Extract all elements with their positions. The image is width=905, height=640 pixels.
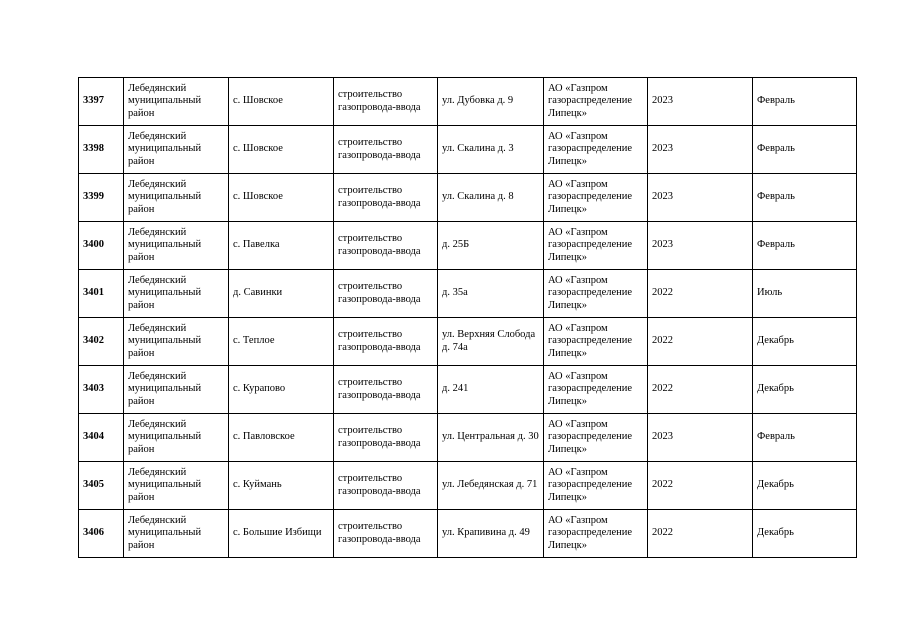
table-row xyxy=(79,174,857,222)
row-number-cell: 3405 xyxy=(79,462,124,510)
month-cell: Декабрь xyxy=(753,318,857,366)
work-type-cell: строительство газопровода-ввода xyxy=(334,222,438,270)
row-number-cell: 3401 xyxy=(79,270,124,318)
table-row xyxy=(79,462,857,510)
year-cell: 2022 xyxy=(648,462,753,510)
row-number-cell: 3406 xyxy=(79,510,124,558)
gas-connection-table xyxy=(78,77,857,558)
district-cell: Лебедянский муниципальный район xyxy=(124,366,229,414)
table-row xyxy=(79,318,857,366)
month-cell: Февраль xyxy=(753,174,857,222)
year-cell: 2023 xyxy=(648,222,753,270)
year-cell: 2022 xyxy=(648,270,753,318)
organization-cell: АО «Газпром газораспределение Липецк» xyxy=(544,222,648,270)
month-cell: Февраль xyxy=(753,222,857,270)
work-type-cell: строительство газопровода-ввода xyxy=(334,462,438,510)
work-type-cell: строительство газопровода-ввода xyxy=(334,126,438,174)
locality-cell: с. Большие Избищи xyxy=(229,510,334,558)
locality-cell: с. Павловское xyxy=(229,414,334,462)
address-cell: д. 25Б xyxy=(438,222,544,270)
table-row xyxy=(79,222,857,270)
locality-cell: д. Савинки xyxy=(229,270,334,318)
table-row xyxy=(79,510,857,558)
row-number-cell: 3397 xyxy=(79,78,124,126)
organization-cell: АО «Газпром газораспределение Липецк» xyxy=(544,318,648,366)
district-cell: Лебедянский муниципальный район xyxy=(124,222,229,270)
row-number-cell: 3404 xyxy=(79,414,124,462)
month-cell: Февраль xyxy=(753,126,857,174)
locality-cell: с. Курапово xyxy=(229,366,334,414)
locality-cell: с. Шовское xyxy=(229,126,334,174)
month-cell: Февраль xyxy=(753,414,857,462)
organization-cell: АО «Газпром газораспределение Липецк» xyxy=(544,366,648,414)
organization-cell: АО «Газпром газораспределение Липецк» xyxy=(544,510,648,558)
organization-cell: АО «Газпром газораспределение Липецк» xyxy=(544,174,648,222)
table-row xyxy=(79,126,857,174)
table-row xyxy=(79,270,857,318)
district-cell: Лебедянский муниципальный район xyxy=(124,126,229,174)
locality-cell: с. Павелка xyxy=(229,222,334,270)
table-row xyxy=(79,78,857,126)
district-cell: Лебедянский муниципальный район xyxy=(124,510,229,558)
year-cell: 2022 xyxy=(648,318,753,366)
work-type-cell: строительство газопровода-ввода xyxy=(334,174,438,222)
row-number-cell: 3398 xyxy=(79,126,124,174)
organization-cell: АО «Газпром газораспределение Липецк» xyxy=(544,414,648,462)
address-cell: ул. Лебедянская д. 71 xyxy=(438,462,544,510)
work-type-cell: строительство газопровода-ввода xyxy=(334,414,438,462)
address-cell: ул. Крапивина д. 49 xyxy=(438,510,544,558)
work-type-cell: строительство газопровода-ввода xyxy=(334,270,438,318)
district-cell: Лебедянский муниципальный район xyxy=(124,318,229,366)
district-cell: Лебедянский муниципальный район xyxy=(124,78,229,126)
organization-cell: АО «Газпром газораспределение Липецк» xyxy=(544,462,648,510)
month-cell: Июль xyxy=(753,270,857,318)
locality-cell: с. Шовское xyxy=(229,174,334,222)
year-cell: 2023 xyxy=(648,126,753,174)
row-number-cell: 3403 xyxy=(79,366,124,414)
locality-cell: с. Куймань xyxy=(229,462,334,510)
district-cell: Лебедянский муниципальный район xyxy=(124,414,229,462)
locality-cell: с. Теплое xyxy=(229,318,334,366)
district-cell: Лебедянский муниципальный район xyxy=(124,270,229,318)
year-cell: 2023 xyxy=(648,414,753,462)
organization-cell: АО «Газпром газораспределение Липецк» xyxy=(544,126,648,174)
address-cell: ул. Центральная д. 30 xyxy=(438,414,544,462)
month-cell: Декабрь xyxy=(753,510,857,558)
organization-cell: АО «Газпром газораспределение Липецк» xyxy=(544,78,648,126)
table-row xyxy=(79,366,857,414)
month-cell: Февраль xyxy=(753,78,857,126)
year-cell: 2022 xyxy=(648,366,753,414)
address-cell: ул. Верхняя Слобода д. 74а xyxy=(438,318,544,366)
table-row xyxy=(79,414,857,462)
year-cell: 2023 xyxy=(648,78,753,126)
year-cell: 2023 xyxy=(648,174,753,222)
work-type-cell: строительство газопровода-ввода xyxy=(334,510,438,558)
work-type-cell: строительство газопровода-ввода xyxy=(334,318,438,366)
month-cell: Декабрь xyxy=(753,462,857,510)
month-cell: Декабрь xyxy=(753,366,857,414)
table-body xyxy=(79,78,857,558)
address-cell: д. 241 xyxy=(438,366,544,414)
work-type-cell: строительство газопровода-ввода xyxy=(334,78,438,126)
address-cell: ул. Дубовка д. 9 xyxy=(438,78,544,126)
address-cell: ул. Скалина д. 8 xyxy=(438,174,544,222)
locality-cell: с. Шовское xyxy=(229,78,334,126)
row-number-cell: 3400 xyxy=(79,222,124,270)
address-cell: д. 35а xyxy=(438,270,544,318)
row-number-cell: 3402 xyxy=(79,318,124,366)
organization-cell: АО «Газпром газораспределение Липецк» xyxy=(544,270,648,318)
district-cell: Лебедянский муниципальный район xyxy=(124,174,229,222)
district-cell: Лебедянский муниципальный район xyxy=(124,462,229,510)
row-number-cell: 3399 xyxy=(79,174,124,222)
address-cell: ул. Скалина д. 3 xyxy=(438,126,544,174)
year-cell: 2022 xyxy=(648,510,753,558)
work-type-cell: строительство газопровода-ввода xyxy=(334,366,438,414)
